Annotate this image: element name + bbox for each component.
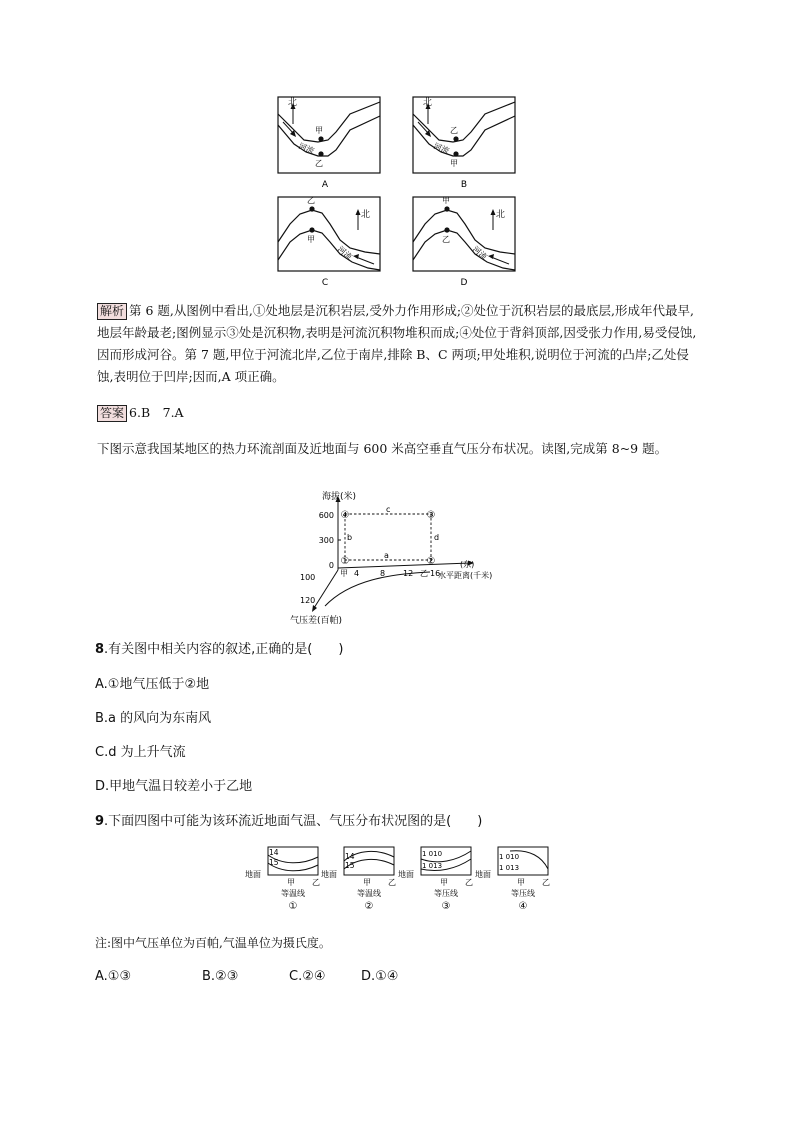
q9-option-c[interactable]: C.②④ — [289, 969, 326, 984]
q9-f4-yi: 乙 — [542, 878, 550, 887]
x-tick-16: 16 — [430, 569, 441, 578]
jia-label: 甲 — [442, 196, 450, 205]
yi-label: 乙 — [450, 126, 458, 135]
q9-f3-v2: 1 013 — [422, 862, 443, 870]
q9-f2-v1: 14 — [345, 852, 355, 861]
q9-option-b[interactable]: B.②③ — [202, 969, 239, 984]
circulation-chart — [290, 490, 520, 630]
analysis-tag: 解析 — [97, 303, 127, 320]
caption-d: D — [460, 278, 468, 288]
q9-figures — [240, 843, 560, 923]
edge-b: b — [347, 533, 353, 542]
x-jia: 甲 — [340, 569, 348, 578]
east-label: (东) — [460, 560, 475, 569]
x-tick-8: 8 — [380, 569, 386, 578]
answer-text: 6.B 7.A — [129, 405, 184, 420]
q9-stem: .下面四图中可能为该环流近地面气温、气压分布状况图的是( ) — [104, 814, 483, 829]
q9-f1-yi: 乙 — [312, 878, 320, 887]
q9-f3-v1: 1 010 — [422, 850, 443, 858]
analysis-paragraph — [97, 300, 697, 388]
caption-b: B — [460, 180, 468, 190]
jia-label: 甲 — [315, 126, 323, 135]
y-tick-300: 300 — [318, 536, 334, 545]
figure-b — [413, 96, 515, 190]
question-9 — [95, 813, 482, 831]
q8-option-a[interactable]: A.①地气压低于②地 — [95, 677, 210, 692]
q8-option-d[interactable]: D.甲地气温日较差小于乙地 — [95, 779, 253, 794]
pressure-axis-title: 气压差(百帕) — [290, 616, 343, 626]
point-3: ③ — [426, 510, 436, 521]
x-tick-12: 12 — [403, 569, 414, 578]
question-8 — [95, 641, 343, 659]
q9-f1-v2: 15 — [269, 858, 279, 867]
river-label: 河流 — [432, 141, 451, 156]
point-4: ④ — [340, 510, 350, 521]
q9-f1-v1: 14 — [269, 848, 279, 857]
x-yi: 乙 — [420, 569, 428, 578]
q9-note: 注:图中气压单位为百帕,气温单位为摄氏度。 — [95, 936, 331, 950]
q9-f3-num: ③ — [441, 901, 451, 912]
river-label: 河流 — [470, 244, 489, 262]
q9-figure-4 — [475, 847, 550, 912]
analysis-text: 第 6 题,从图例中看出,①处地层是沉积岩层,受外力作用形成;②处位于沉积岩层的最底层,形成年代最早,地层年龄最老;图例显示③处是沉积物,表明是河流沉积物堆积而成;④处位于背斜顶部,因受张力作用,易受侵蚀,因而形成河谷。第 7 题,甲位于河流北岸,乙位于南岸,排除 B、C 两项;甲处堆积,说明位于河流的凸岸;乙处侵蚀,表明位于凹岸;因而,A 项正确。 — [97, 303, 697, 384]
river-label: 河流 — [335, 244, 354, 262]
figure-c — [278, 196, 380, 288]
north-label: 北 — [361, 210, 371, 220]
edge-c: c — [386, 505, 391, 514]
q9-f4-caption: 等压线 — [511, 889, 535, 898]
yi-label: 乙 — [315, 159, 323, 168]
q9-f3-jia: 甲 — [440, 878, 448, 887]
jia-label: 甲 — [450, 159, 458, 168]
q8-number: 8 — [95, 642, 105, 657]
figure-d — [413, 196, 515, 288]
q9-f2-jia: 甲 — [363, 878, 371, 887]
caption-a: A — [321, 180, 329, 190]
q9-f3-yi: 乙 — [465, 878, 473, 887]
point-1: ① — [340, 556, 350, 567]
q9-f2-caption: 等温线 — [357, 889, 381, 898]
answer-tag: 答案 — [97, 405, 127, 422]
caption-c: C — [321, 278, 329, 288]
q9-f1-jia: 甲 — [287, 878, 295, 887]
q9-option-a[interactable]: A.①③ — [95, 969, 132, 984]
answer-line — [97, 402, 697, 424]
q9-f2-v2: 15 — [345, 861, 355, 870]
north-label: 北 — [423, 98, 433, 108]
q9-f4-v2: 1 013 — [499, 864, 520, 872]
yi-label: 乙 — [307, 196, 315, 205]
north-label: 北 — [496, 210, 506, 220]
q9-f4-jia: 甲 — [517, 878, 525, 887]
river-label: 河流 — [297, 141, 316, 156]
figure-a — [278, 96, 380, 190]
point-2: ② — [426, 556, 436, 567]
jia-label: 甲 — [307, 235, 315, 244]
q9-option-d[interactable]: D.①④ — [361, 969, 399, 984]
yi-label: 乙 — [442, 235, 450, 244]
q9-f1-caption: 等温线 — [281, 889, 305, 898]
q9-figure-2 — [321, 847, 396, 912]
river-figures — [270, 92, 520, 314]
pressure-tick-100: 100 — [300, 573, 316, 582]
q9-f1-num: ① — [288, 901, 298, 912]
edge-d: d — [434, 533, 440, 542]
q9-f4-side: 地面 — [475, 870, 491, 879]
x-tick-4: 4 — [354, 569, 360, 578]
q8-option-b[interactable]: B.a 的风向为东南风 — [95, 711, 212, 726]
q9-f2-yi: 乙 — [388, 878, 396, 887]
q8-option-c[interactable]: C.d 为上升气流 — [95, 745, 186, 760]
q9-f2-num: ② — [364, 901, 374, 912]
q9-f3-side: 地面 — [398, 870, 414, 879]
q9-f3-caption: 等压线 — [434, 889, 458, 898]
q9-f4-num: ④ — [518, 901, 528, 912]
north-label: 北 — [288, 98, 298, 108]
q9-f4-v1: 1 010 — [499, 853, 520, 861]
y-axis-title: 海拔(米) — [322, 492, 357, 502]
x-axis-title: 水平距离(千米) — [438, 571, 493, 580]
q9-f2-side: 地面 — [321, 870, 337, 879]
q9-figure-1 — [245, 847, 320, 912]
q8-stem: .有关图中相关内容的叙述,正确的是( ) — [104, 642, 344, 657]
pressure-tick-120: 120 — [300, 596, 316, 605]
q9-f1-side: 地面 — [245, 870, 261, 879]
q9-figure-3 — [398, 847, 473, 912]
y-tick-600: 600 — [318, 511, 334, 520]
q9-number: 9 — [95, 814, 105, 829]
y-tick-0: 0 — [328, 561, 334, 570]
edge-a: a — [384, 551, 389, 560]
intro-text: 下图示意我国某地区的热力环流剖面及近地面与 600 米高空垂直气压分布状况。读图,完成第 8~9 题。 — [97, 441, 668, 456]
